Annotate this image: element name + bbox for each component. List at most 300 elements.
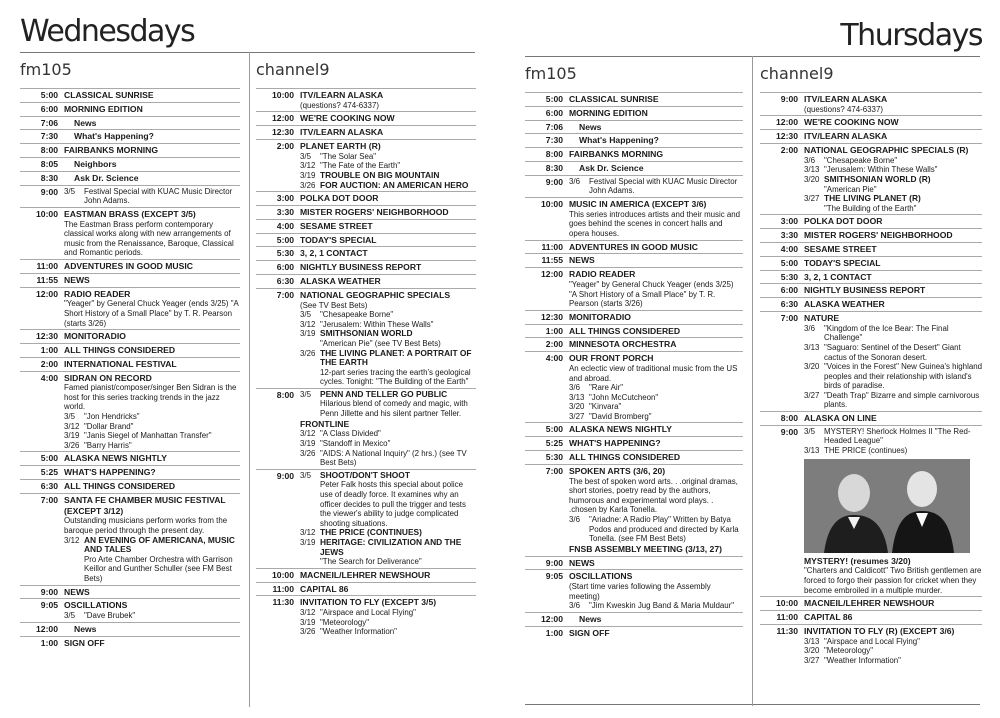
program-body	[804, 626, 982, 666]
episode-line	[569, 601, 743, 611]
program-entry	[20, 451, 240, 465]
time-label: 11:00	[272, 583, 294, 594]
program-title: NATIONAL GEOGRAPHIC SPECIALS (R)	[804, 144, 969, 155]
episode-line	[300, 329, 476, 339]
program-body	[64, 261, 240, 272]
episode-title: AN EVENING OF AMERICANA, MUSIC AND TALES	[84, 534, 235, 555]
program-body	[64, 373, 240, 451]
program-body	[569, 326, 743, 337]
time-label: 9:00	[40, 586, 58, 597]
episode-date	[300, 368, 320, 387]
program-entry	[525, 240, 743, 254]
episode-date: 3/5	[64, 412, 75, 422]
program-title: ALL THINGS CONSIDERED	[569, 325, 681, 336]
program-entry	[760, 596, 982, 610]
episode-line	[300, 390, 476, 400]
program-body	[64, 131, 240, 142]
episode-title: SHOOT/DON'T SHOOT	[320, 469, 410, 480]
episode-title: "Chesapeake Borne"	[320, 310, 394, 320]
program-title: ALASKA NEWS NIGHTLY	[64, 453, 167, 464]
program-title: SESAME STREET	[300, 220, 373, 231]
program-title: ADVENTURES IN GOOD MUSIC	[64, 260, 193, 271]
program-body	[569, 339, 743, 350]
program-title: MONITORADIO	[64, 331, 126, 342]
program-title: ALL THINGS CONSIDERED	[569, 452, 681, 463]
program-entry	[256, 111, 476, 125]
program-entry	[256, 191, 476, 205]
episode-title: "Kingdom of the Ice Bear: The Final Challenge"	[824, 323, 949, 343]
episode-line	[64, 536, 240, 555]
time-label: 12:00	[36, 623, 58, 634]
time-label: 11:55	[541, 255, 563, 266]
episode-title: "The Fate of the Earth"	[320, 161, 401, 171]
program-entry	[20, 636, 240, 650]
program-body	[804, 313, 982, 410]
program-body	[64, 173, 240, 184]
program-description: (Start time varies following the Assembly meeting)	[569, 582, 711, 601]
program-body	[64, 600, 240, 620]
program-description: "Yeager" by General Chuck Yeager (ends 3/25) "A Short History of a Small Place" by T. R. Pearson (starts 3/26)	[569, 279, 734, 309]
program-entry	[760, 143, 982, 214]
episode-line	[804, 646, 982, 656]
program-body	[804, 258, 982, 269]
program-title: CAPITAL 86	[300, 583, 349, 594]
episode-title: Pro Arte Chamber Orchestra with Garrison Keillor and Gunther Schuller (see FM Best Bets)	[84, 554, 233, 583]
program-body	[804, 285, 982, 296]
episode-line	[804, 427, 982, 446]
episode-line	[804, 656, 982, 666]
program-body	[804, 413, 982, 424]
episode-line	[300, 471, 476, 481]
episode-date: 3/26	[300, 627, 316, 637]
program-body	[804, 427, 982, 595]
episode-line	[300, 627, 476, 637]
episode-title: THE LIVING PLANET: A PORTRAIT OF THE EARTH	[320, 347, 472, 368]
right-center-divider	[752, 56, 753, 706]
episode-line	[300, 349, 476, 368]
time-label: 6:00	[545, 107, 563, 118]
episode-date: 3/20	[804, 646, 820, 656]
program-body	[804, 598, 982, 609]
program-entry	[256, 274, 476, 288]
time-label: 7:00	[545, 465, 563, 476]
program-entry	[20, 585, 240, 599]
program-title: NEWS	[569, 255, 595, 266]
program-body	[569, 466, 743, 555]
time-label: 7:00	[276, 289, 294, 300]
episode-title: SMITHSONIAN WORLD	[320, 328, 413, 339]
time-label: 9:05	[40, 600, 58, 611]
time-label: 4:00	[545, 353, 563, 364]
program-entry	[525, 351, 743, 422]
program-entry	[20, 88, 240, 102]
episode-date: 3/12	[300, 608, 316, 618]
episode-date: 3/12	[300, 161, 316, 171]
time-label: 5:00	[545, 424, 563, 435]
time-label: 7:06	[40, 117, 58, 128]
program-entry	[256, 205, 476, 219]
program-body	[64, 638, 240, 649]
time-label: 9:00	[545, 176, 563, 187]
episode-line	[300, 368, 476, 387]
time-label: 4:00	[40, 372, 58, 383]
program-body	[64, 118, 240, 129]
episode-date: 3/13	[804, 446, 820, 456]
time-label: 12:00	[541, 269, 563, 280]
program-entry	[525, 133, 743, 147]
program-body	[300, 276, 476, 287]
time-label: 8:30	[40, 172, 58, 183]
program-entry	[20, 479, 240, 493]
episode-title: "Standoff in Mexico"	[320, 439, 391, 449]
program-title: CAPITAL 86	[804, 612, 853, 623]
episode-date: 3/13	[804, 165, 820, 175]
program-title: What's Happening?	[579, 135, 659, 146]
program-entry	[525, 569, 743, 612]
episode-date: 3/27	[804, 655, 820, 665]
time-label: 8:00	[545, 149, 563, 160]
program-title: EASTMAN BRASS (EXCEPT 3/5)	[64, 208, 196, 219]
episode-title: "The Search for Deliverance"	[320, 557, 422, 567]
program-title: TODAY'S SPECIAL	[804, 257, 881, 268]
episode-line	[804, 156, 982, 166]
program-body	[64, 145, 240, 156]
episode-title: MYSTERY! Sherlock Holmes II "The Red-Headed League"	[824, 426, 971, 446]
thursdays-title: Thursdays	[840, 18, 982, 53]
program-description: "Yeager" by General Chuck Yeager (ends 3/25) "A Short History of a Small Place" by T. R. Pearson (starts 3/26)	[64, 299, 239, 328]
program-body	[300, 207, 476, 218]
episode-title: "Jon Hendricks"	[84, 412, 140, 422]
time-label: 7:30	[40, 131, 58, 142]
program-entry	[256, 568, 476, 582]
program-body	[804, 244, 982, 255]
episode-title: Hilarious blend of comedy and magic, with Penn Jillette and his silent partner Teller.	[320, 399, 468, 419]
time-label: 8:00	[780, 413, 798, 424]
program-entry	[525, 197, 743, 240]
episode-line	[804, 343, 982, 362]
episode-line	[804, 637, 982, 647]
episode-title: Peter Falk hosts this special about police use of deadly force. It examines why an officer decides to pull the trigger and tests the viewer's ability to judge complicated shooting situations.	[320, 480, 466, 528]
episode-line	[804, 204, 982, 214]
episode-date: 3/19	[64, 431, 80, 441]
program-title: NIGHTLY BUSINESS REPORT	[300, 262, 422, 273]
episode-title: "David Bromberg"	[589, 411, 652, 421]
program-body	[569, 312, 743, 323]
episode-line	[300, 538, 476, 557]
program-title: ITV/LEARN ALASKA	[300, 90, 384, 100]
program-entry	[525, 464, 743, 556]
program-entry	[256, 260, 476, 274]
program-entry	[20, 493, 240, 585]
episode-title: TROUBLE ON BIG MOUNTAIN	[320, 169, 440, 180]
program-entry	[525, 612, 743, 626]
episode-date: 3/27	[804, 390, 820, 400]
program-title: ADVENTURES IN GOOD MUSIC	[569, 241, 698, 252]
program-entry	[760, 214, 982, 228]
program-body	[569, 122, 743, 133]
episode-line	[569, 383, 743, 393]
episode-date: 3/20	[804, 174, 820, 184]
program-description: This series introduces artists and their music and goes behind the scenes in concert halls and opera houses.	[569, 209, 741, 238]
time-label: 7:00	[780, 312, 798, 323]
episode-line	[300, 449, 476, 468]
episode-date: 3/5	[300, 310, 311, 320]
program-body	[64, 104, 240, 115]
program-entry	[20, 287, 240, 330]
episode-title: THE PRICE (CONTINUES)	[320, 527, 422, 538]
program-title: WE'RE COOKING NOW	[300, 113, 395, 124]
episode-line	[804, 194, 982, 204]
episode-title: "American Pie"	[824, 184, 877, 194]
time-label: 5:00	[40, 453, 58, 464]
episode-title: "Jerusalem: Within These Walls"	[320, 319, 434, 329]
program-body	[569, 242, 743, 253]
time-label: 12:00	[36, 288, 58, 299]
time-label: 3:00	[780, 216, 798, 227]
wednesdays-title: Wednesdays	[20, 14, 195, 49]
program-entry	[760, 610, 982, 624]
time-label: 5:25	[40, 467, 58, 478]
program-title: WHAT'S HAPPENING?	[569, 438, 661, 449]
photo-caption-text: "Charters and Caldicott" Two British gentlemen are forced to forgo their passion for cricket when they become embroiled in a multiple murder.	[804, 566, 982, 595]
program-title: What's Happening?	[74, 131, 154, 142]
episode-title: "Airspace and Local Flying"	[824, 636, 920, 646]
program-body	[300, 584, 476, 595]
program-body	[300, 262, 476, 273]
program-body	[300, 141, 476, 190]
program-body	[300, 290, 476, 387]
time-label: 2:00	[276, 140, 294, 151]
episode-date: 3/12	[300, 429, 316, 439]
program-entry	[525, 161, 743, 175]
program-entry	[525, 267, 743, 310]
program-title: FNSB ASSEMBLY MEETING (3/13, 27)	[569, 543, 722, 554]
time-label: 5:00	[40, 90, 58, 100]
program-body	[569, 571, 743, 611]
time-label: 4:00	[780, 243, 798, 254]
program-body	[804, 612, 982, 623]
episode-date: 3/19	[300, 617, 316, 627]
program-title: POLKA DOT DOOR	[300, 193, 379, 204]
program-description: (questions? 474-6337)	[300, 100, 379, 110]
program-entry	[525, 175, 743, 197]
episode-title: "Jerusalem: Within These Walls"	[824, 165, 938, 175]
program-entry	[20, 273, 240, 287]
program-title: RADIO READER	[569, 269, 636, 280]
program-title: WHAT'S HAPPENING?	[64, 467, 156, 478]
program-entry	[760, 283, 982, 297]
episode-line	[64, 441, 240, 451]
program-body	[569, 452, 743, 463]
thu-fm-column	[525, 64, 743, 704]
episode-date: 3/6	[569, 176, 580, 186]
episode-title: "Death Trap" Bizarre and simple carnivorous plants.	[824, 390, 980, 410]
episode-title: THE PRICE (continues)	[824, 446, 908, 456]
program-body	[64, 289, 240, 329]
program-body	[569, 353, 743, 421]
time-label: 7:30	[545, 135, 563, 146]
program-description: Famed pianist/composer/singer Ben Sidran is the host for this series tracking trends in the jazz world.	[64, 383, 237, 412]
program-entry	[525, 253, 743, 267]
time-label: 11:00	[776, 612, 798, 623]
program-title: NEWS	[64, 586, 90, 597]
program-title: ALASKA WEATHER	[804, 299, 885, 310]
program-body	[64, 275, 240, 286]
program-entry	[760, 228, 982, 242]
time-label: 11:00	[36, 260, 58, 271]
program-title: SESAME STREET	[804, 243, 877, 254]
time-label: 12:30	[541, 311, 563, 322]
program-title: MONITORADIO	[569, 311, 631, 322]
program-entry	[20, 329, 240, 343]
episode-title: "American Pie" (see TV Best Bets)	[320, 338, 441, 348]
program-entry	[760, 270, 982, 284]
episode-line	[804, 175, 982, 185]
program-title: MACNEIL/LEHRER NEWSHOUR	[300, 569, 431, 580]
episode-date: 3/5	[300, 470, 311, 480]
program-entry	[20, 157, 240, 171]
program-body	[804, 117, 982, 128]
program-body	[64, 209, 240, 258]
time-label: 9:00	[276, 470, 294, 481]
time-label: 1:00	[40, 344, 58, 355]
section-header: fm105	[525, 64, 577, 83]
episode-line	[64, 555, 240, 584]
time-label: 10:00	[541, 198, 563, 209]
program-entry	[256, 219, 476, 233]
episode-line	[804, 391, 982, 410]
time-label: 1:00	[545, 627, 563, 638]
program-body	[300, 221, 476, 232]
program-title: ALL THINGS CONSIDERED	[64, 481, 176, 492]
time-label: 2:00	[780, 144, 798, 155]
episode-date	[804, 185, 824, 195]
program-body	[569, 438, 743, 449]
program-body	[64, 467, 240, 478]
program-entry	[760, 297, 982, 311]
program-body	[569, 614, 743, 625]
program-entry	[256, 595, 476, 638]
program-description: (See TV Best Bets)	[300, 300, 368, 310]
program-entry	[20, 259, 240, 273]
program-title: NEWS	[569, 557, 595, 568]
time-label: 9:05	[545, 571, 563, 582]
program-body	[804, 230, 982, 241]
time-label: 8:00	[276, 389, 294, 400]
section-header: channel9	[760, 64, 834, 83]
episode-date: 3/20	[569, 402, 585, 412]
time-label: 2:00	[545, 339, 563, 350]
episode-line	[300, 618, 476, 628]
program-title: ALASKA NEWS NIGHTLY	[569, 424, 672, 435]
program-body	[64, 624, 240, 635]
program-title: Neighbors	[74, 158, 117, 169]
episode-line	[300, 181, 476, 191]
program-entry	[760, 411, 982, 425]
episode-line	[64, 412, 240, 422]
program-entry	[20, 207, 240, 259]
time-label: 2:00	[40, 358, 58, 369]
program-title: NIGHTLY BUSINESS REPORT	[804, 285, 926, 296]
time-label: 12:30	[36, 331, 58, 342]
program-body	[300, 248, 476, 259]
episode-title: "Meteorology"	[320, 617, 370, 627]
program-body	[569, 199, 743, 239]
episode-title: "Dave Brubek"	[84, 611, 136, 621]
program-entry	[525, 436, 743, 450]
episode-line	[300, 152, 476, 162]
program-body	[569, 135, 743, 146]
program-title: News	[579, 121, 602, 132]
time-label: 6:30	[40, 481, 58, 492]
episode-date: 3/19	[300, 537, 316, 547]
program-entry	[525, 324, 743, 338]
episode-title: "Jim Kweskin Jug Band & Maria Muldaur"	[589, 601, 735, 611]
episode-date: 3/13	[569, 392, 585, 402]
episode-line	[569, 393, 743, 403]
program-title: News	[74, 117, 97, 128]
episode-title: "John McCutcheon"	[589, 392, 659, 402]
episode-line	[300, 429, 476, 439]
program-title: NEWS	[64, 274, 90, 285]
episode-date: 3/26	[300, 448, 316, 458]
episode-title: "Weather Information"	[320, 627, 397, 637]
program-body	[64, 453, 240, 464]
program-entry	[525, 310, 743, 324]
time-label: 12:30	[776, 131, 798, 142]
episode-title: "Airspace and Local Flying"	[320, 608, 416, 618]
episode-date: 3/5	[64, 611, 75, 621]
program-body	[804, 145, 982, 213]
program-entry	[20, 102, 240, 116]
time-label: 9:00	[40, 186, 58, 197]
program-title: Ask Dr. Science	[74, 172, 139, 183]
time-label: 3:00	[276, 193, 294, 204]
program-body	[804, 272, 982, 283]
program-title: MORNING EDITION	[569, 107, 648, 118]
episode-title: 12-part series tracing the earth's geological cycles. Tonight: "The Building of the Earth"	[320, 367, 471, 387]
program-title: 3, 2, 1 CONTACT	[804, 271, 872, 282]
program-entry	[20, 171, 240, 185]
program-title: MACNEIL/LEHRER NEWSHOUR	[804, 598, 935, 609]
program-title: SANTA FE CHAMBER MUSIC FESTIVAL (EXCEPT 3/12)	[64, 494, 226, 516]
episode-line	[300, 439, 476, 449]
program-entry	[256, 582, 476, 596]
program-body	[569, 269, 743, 309]
episode-date: 3/26	[64, 440, 80, 450]
episode-date: 3/6	[569, 515, 580, 525]
program-body	[804, 216, 982, 227]
episode-date: 3/12	[64, 421, 80, 431]
program-body	[64, 587, 240, 598]
episode-line	[569, 177, 743, 196]
program-body	[64, 495, 240, 584]
time-label: 12:00	[776, 117, 798, 128]
program-title: SIGN OFF	[569, 627, 610, 638]
episode-date: 3/13	[804, 342, 820, 352]
time-label: 12:30	[272, 127, 294, 138]
program-title: WE'RE COOKING NOW	[804, 117, 899, 128]
program-title: FAIRBANKS MORNING	[569, 149, 664, 160]
episode-line	[64, 431, 240, 441]
program-entry	[760, 425, 982, 596]
program-entry	[760, 115, 982, 129]
time-label: 11:30	[272, 597, 294, 608]
program-description: The Eastman Brass perform contemporary classical works along with new arrangements of music from the Renaissance, Baroque, Classical and Romantic periods.	[64, 219, 234, 258]
program-title: Ask Dr. Science	[579, 162, 644, 173]
time-label: 1:00	[40, 637, 58, 648]
program-title: NATURE	[804, 312, 840, 323]
